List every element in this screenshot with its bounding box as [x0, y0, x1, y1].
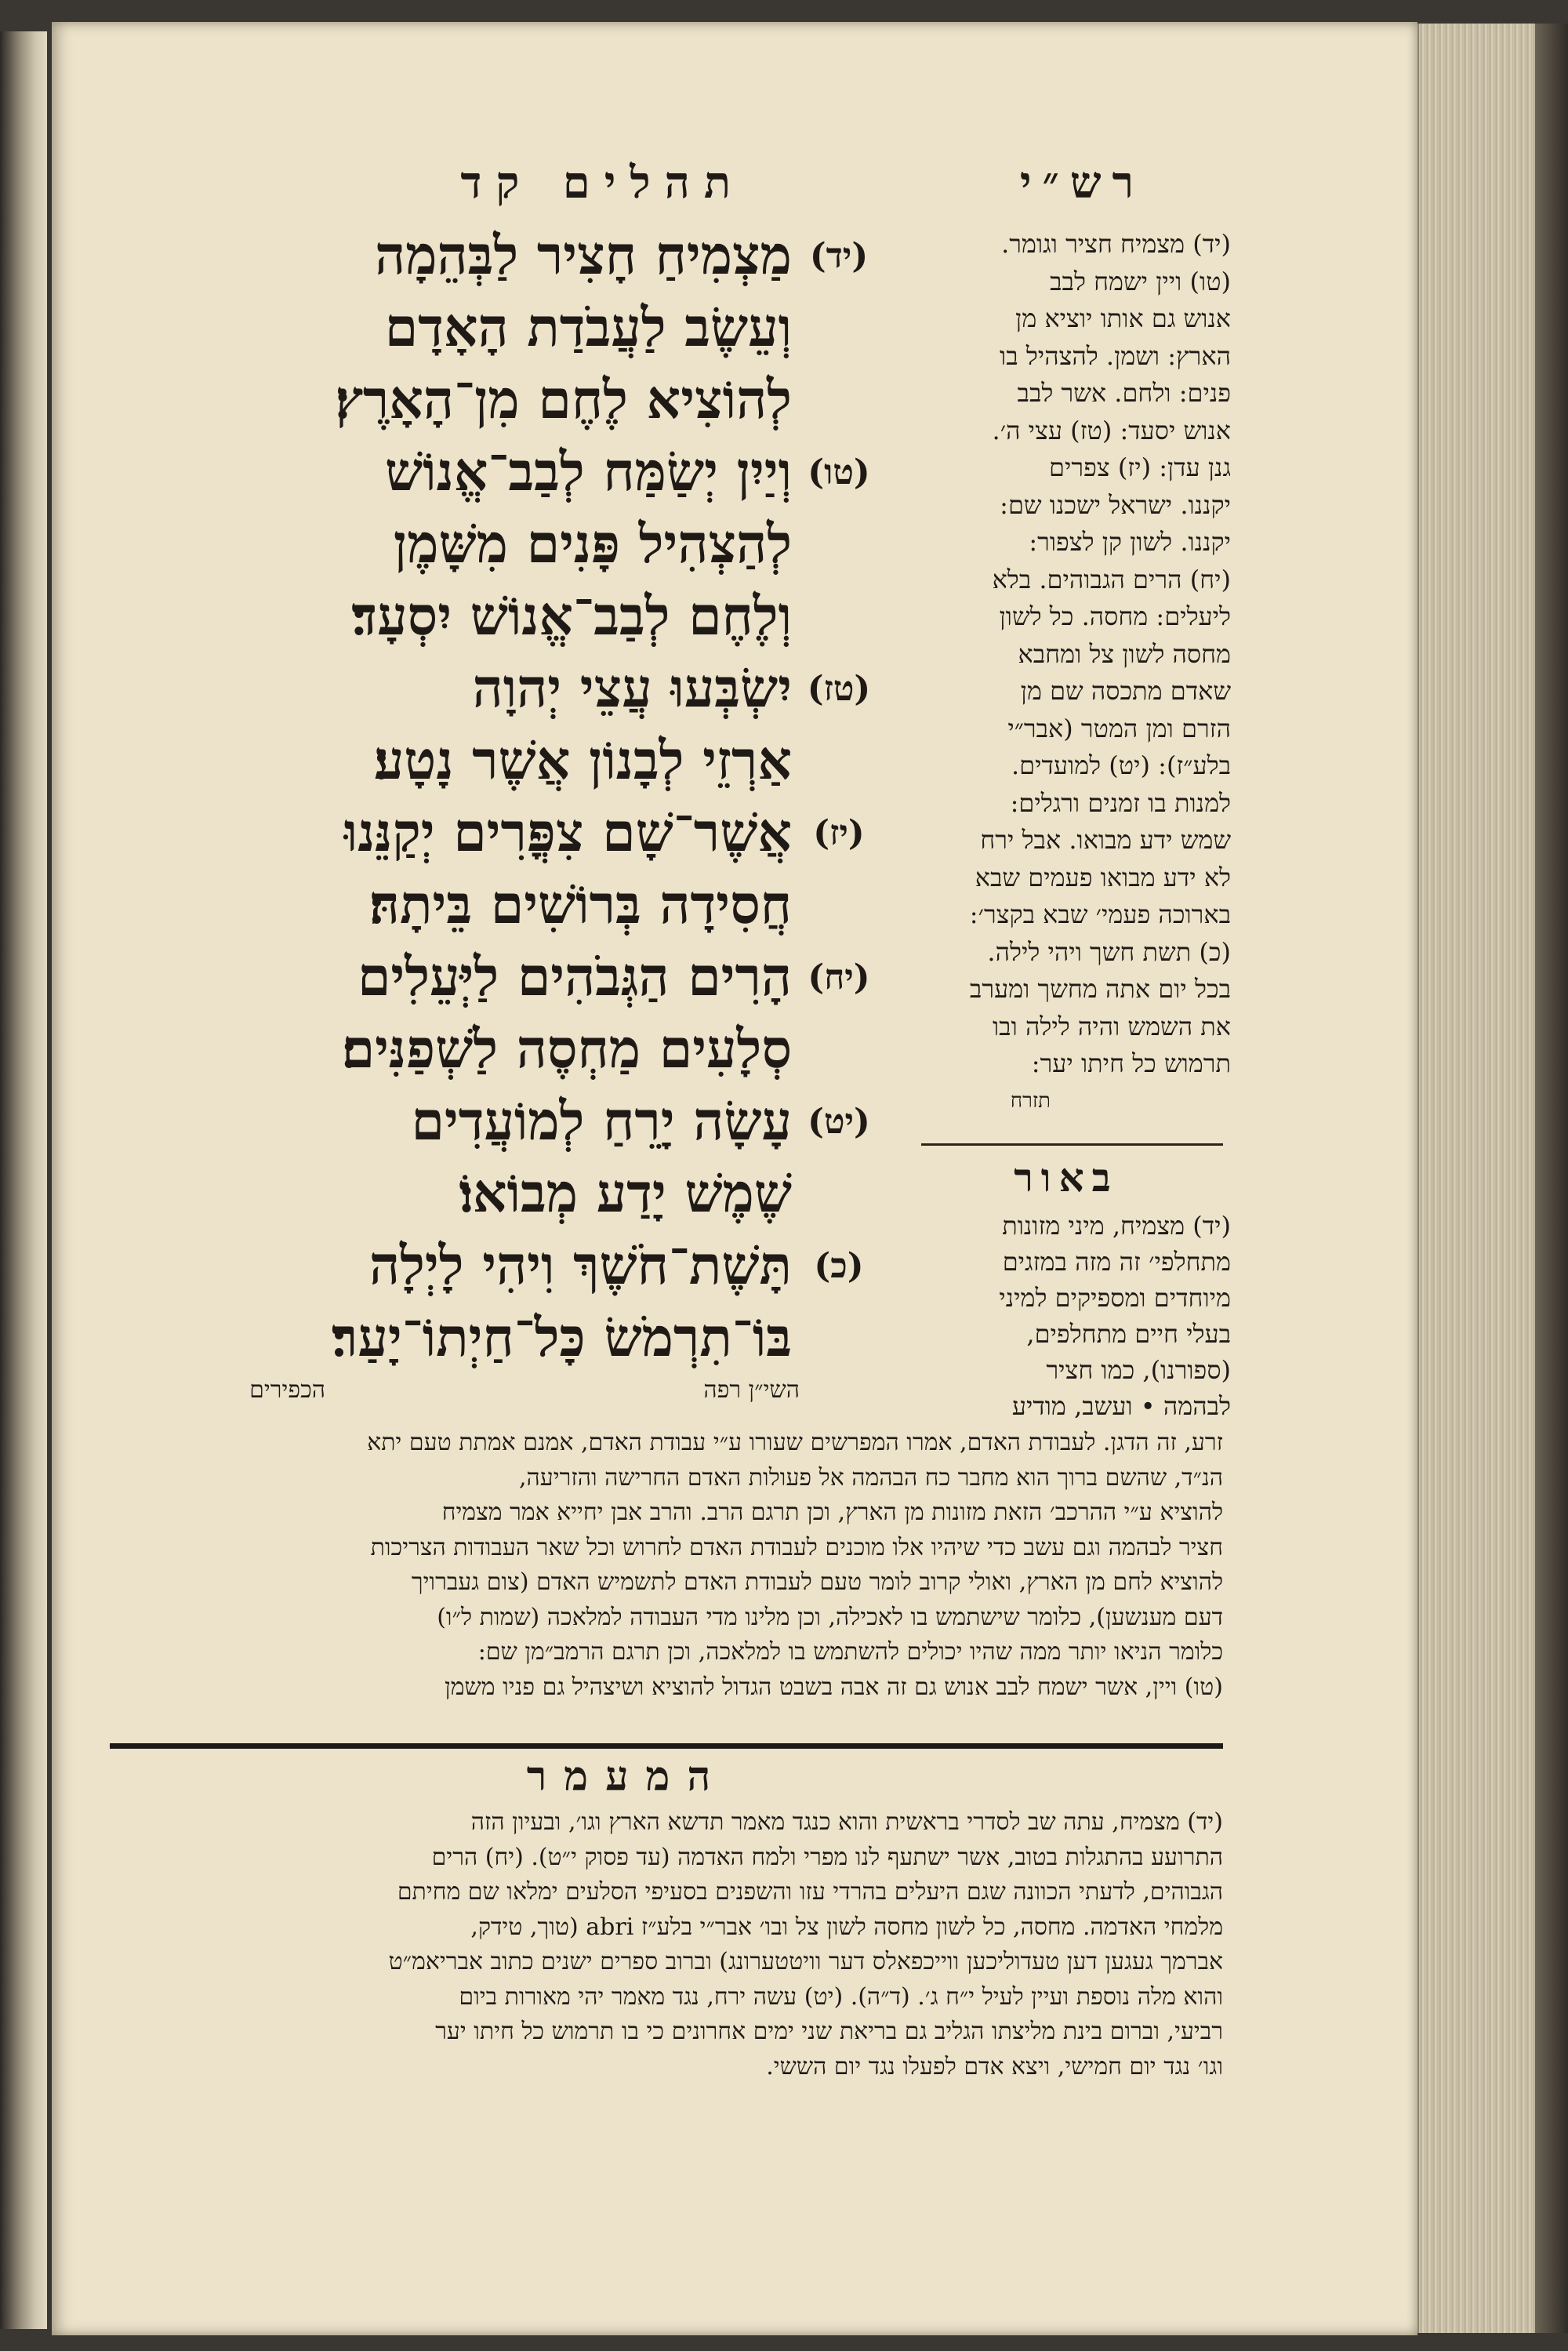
verse-text: עָשָׂה יָרֵחַ לְמוֹעֲדִים	[411, 1090, 792, 1153]
verse-number: (טז)	[807, 668, 871, 709]
biur-line: (יד) מצמיח, מיני מזונות	[1002, 1211, 1231, 1241]
rashi-line: אנוש גם אותו יוציא מן	[1015, 303, 1231, 333]
rashi-line: הארץ: ושמן. להצהיל בו	[1000, 340, 1231, 371]
verse-line	[149, 292, 886, 364]
verse-line	[149, 652, 886, 725]
rashi-line: את השמש והיה לילה ובו	[992, 1011, 1231, 1041]
maamar-line: (יד) מצמיח, עתה שב לסדרי בראשית והוא כנגד מאמר תדשא הארץ וגו׳, ובעיון הזה	[470, 1808, 1223, 1836]
book-shadow	[1535, 24, 1568, 2333]
verse-number: (טו)	[808, 452, 870, 492]
maamar-line: וגו׳ נגד יום חמישי, ויצא אדם לפעלו נגד יום הששי.	[766, 2052, 1223, 2080]
verse-line	[149, 869, 886, 941]
verse-number: (יט)	[808, 1101, 870, 1142]
verse-text: תָּשֶׁת־חֹשֶׁךְ וִיהִי לָיְלָה	[369, 1234, 792, 1297]
page-header-title: תהלים קד	[460, 157, 745, 209]
rashi-line: (טו) ויין ישמח לבב	[1050, 266, 1231, 296]
biur-side-column	[909, 1208, 1231, 1424]
rashi-line: הזרם ומן המטר (אבר״י	[1007, 713, 1231, 743]
verse-line	[149, 364, 886, 436]
verse-line	[149, 1302, 886, 1374]
rashi-line: (יח) הרים הגבוהים. בלא	[992, 564, 1231, 594]
rashi-line: שאדם מתכסה שם מן	[1020, 676, 1231, 706]
page-stack-edge	[1417, 24, 1537, 2333]
biur-line: (ספורנו), כמו חציר	[1046, 1355, 1231, 1385]
verse-text: שֶׁמֶשׁ יָדַע מְבוֹאוֹ׃	[459, 1162, 792, 1225]
biur-full-width	[110, 1426, 1223, 1705]
footer-catchword: הכפירים	[249, 1376, 325, 1404]
rashi-line: ליעלים: מחסה. כל לשון	[999, 601, 1231, 631]
verse-number: (יז)	[813, 812, 865, 853]
maamar-line: והוא מלה נוספת ועיין לעיל י״ח ג׳. (ד״ה). (יט) עשה ירח, נגד מאמר יהי מאורות ביום	[459, 1982, 1223, 2011]
left-page-edge	[0, 31, 47, 2329]
verse-block	[149, 220, 886, 1374]
biur-line: זרע, זה הדגן. לעבודת האדם, אמרו המפרשים שעורו ע״י עבודת האדם, אמנם אמתת טעם יתא	[367, 1429, 1223, 1456]
rashi-line: בלע״ז): (יט) למועדים.	[1011, 750, 1231, 780]
rashi-line: בארוכה פעמי׳ שבא בקצר׳:	[969, 899, 1231, 929]
verse-line	[149, 725, 886, 797]
rashi-line: יקננו. ישראל ישכנו שם:	[1000, 489, 1231, 520]
rashi-line: למנות בו זמנים ורגלים:	[1010, 787, 1231, 818]
rashi-line: מחסה לשון צל ומחבא	[1018, 638, 1231, 669]
biur-line: כלומר הניאו יותר ממה שהיו יכולים להשתמש בו למלאכה, וכן תרגם הרמב״מן שם:	[477, 1638, 1223, 1666]
verse-text: חֲסִידָה בְּרוֹשִׁים בֵּיתָהּ׃	[368, 874, 792, 936]
verse-number: (כ)	[814, 1245, 864, 1286]
rashi-line: (יד) מצמיח חציר וגומר.	[1001, 229, 1231, 259]
rashi-divider	[921, 1143, 1223, 1146]
rashi-line: גנן עדן: (יז) צפרים	[1049, 452, 1231, 482]
biur-line: להוציא לחם מן הארץ, ואולי קרוב לומר טעם לעבודת האדם לתשמיש האדם (צום געברויך	[411, 1568, 1223, 1596]
verse-line	[149, 580, 886, 652]
verse-line	[149, 797, 886, 869]
verse-text: אֲשֶׁר־שָׁם צִפֳּרִים יְקַנֵּנוּ	[343, 801, 792, 864]
verse-number: (יח)	[808, 957, 870, 997]
maamar-line: התרועע בהתגלות בטוב, אשר ישתעף לנו מפרי ולמח האדמה (עד פסוק י״ט). (יח) הרים	[431, 1843, 1223, 1871]
biur-line: חציר לבהמה וגם עשב כדי שיהיו אלו מוכנים לעבודת האדם לחרוש וכל שאר העבודות הצריכות	[370, 1533, 1223, 1561]
verse-number: (יד)	[809, 235, 869, 276]
maamar-line: מלמחי האדמה. מחסה, כל לשון מחסה לשון צל ובו׳ אבר״י בלע״ז abri (טוך, טידק,	[470, 1913, 1223, 1941]
rashi-line: (כ) תשת חשך ויהי לילה.	[987, 936, 1231, 967]
biur-line: מיוחדים ומספיקים למיני	[999, 1283, 1231, 1313]
verse-text: וְלֶחֶם לְבַב־אֱנוֹשׁ יִסְעָד׃	[351, 585, 792, 648]
verse-text: הָרִים הַגְּבֹהִים לַיְּעֵלִים	[357, 946, 792, 1008]
rashi-line: תרמוש כל חיתו יער:	[1031, 1048, 1231, 1078]
biur-line: דעם מענשען), כלומר שישתמש בו לאכילה, וכן מלינו מדי העבודה למלאכה (שמות ל״ו)	[437, 1603, 1223, 1631]
verse-text: סְלָעִים מַחְסֶה לַשְׁפַנִּים׃	[341, 1018, 792, 1081]
rashi-commentary	[909, 226, 1231, 1120]
rashi-catchword: תזרח	[1010, 1088, 1051, 1113]
maamar-line: הגבוהים, לדעתי הכוונה שגם היעלים בהרדי עזו והשפנים בסעיפי הסלעים ימלאו שם מחיתם	[397, 1878, 1223, 1906]
biur-line: (טו) ויין, אשר ישמח לבב אנוש גם זה אבה בשבט הגדול להוציא ושיצהיל גם פניו משמן	[445, 1673, 1223, 1701]
rashi-line: שמש ידע מבואו. אבל ירח	[980, 825, 1231, 855]
maamar-line: רביעי, וברום בינת מליצתו הגליב גם בריאת שני ימים אחרונים כי בו תרמוש כל חיתו יער	[435, 2018, 1223, 2045]
verse-line	[149, 508, 886, 580]
biur-line: מתחלפי׳ זה מזה במזגים	[1002, 1247, 1231, 1277]
verse-line	[149, 1230, 886, 1302]
verse-line	[149, 1013, 886, 1085]
rashi-line: בכל יום אתה מחשך ומערב	[969, 974, 1231, 1004]
verse-line	[149, 436, 886, 508]
maamar-line: אברמך געגען דען טעדוליכען ווייכפאלס דער וויטטערונג) וברוב ספרים ישנים כתוב אבריאמ״ט	[388, 1948, 1223, 1975]
verse-text: וְיַיִן יְשַׂמַּח לְבַב־אֱנוֹשׁ	[385, 441, 792, 503]
footer-note: השי״ן רפה	[703, 1376, 800, 1404]
biur-line: לבהמה • ועשב, מודיע	[1011, 1391, 1231, 1421]
verse-text: וְעֵשֶׂב לַעֲבֹדַת הָאָדָם	[384, 296, 792, 359]
verse-line	[149, 220, 886, 292]
rashi-line: יקננו. לשון קן לצפור:	[1029, 527, 1231, 557]
verse-text: מַצְמִיחַ חָצִיר לַבְּהֵמָה	[375, 224, 792, 287]
biur-line: להוציא ע״י ההרכב׳ הזאת מזונות מן הארץ, וכן תרגם הרב. והרב אבן יחייא אמר מצמיח	[441, 1499, 1223, 1526]
verse-text: לְהוֹצִיא לֶחֶם מִן־הָאָרֶץ׃	[335, 369, 792, 431]
biur-line: בעלי חיים מתחלפים,	[1026, 1319, 1231, 1349]
verse-text: אַרְזֵי לְבָנוֹן אֲשֶׁר נָטָע׃	[373, 729, 792, 792]
biur-heading: באור	[1014, 1154, 1119, 1201]
verse-line	[149, 1157, 886, 1230]
rashi-line: אנוש יסעד: (טז) עצי ה׳.	[992, 415, 1231, 445]
rashi-header: רש״י	[1019, 157, 1145, 209]
verse-text: בּוֹ־תִרְמֹשׂ כָּל־חַיְתוֹ־יָעַר׃	[332, 1306, 792, 1369]
verse-text: לְהַצְהִיל פָּנִים מִשָּׁמֶן	[393, 513, 792, 576]
biur-line: הנ״ד, שהשם ברוך הוא מחבר כח הבהמה אל פעולות האדם החרישה והזריעה,	[518, 1463, 1223, 1492]
rashi-line: פנים: ולחם. אשר לבב	[1017, 378, 1231, 408]
maamar-commentary	[110, 1805, 1223, 2084]
verse-text: יִשְׂבְּעוּ עֲצֵי יְהוָה	[472, 657, 792, 720]
verse-line	[149, 941, 886, 1013]
rashi-line: לא ידע מבואו פעמים שבא	[975, 862, 1231, 892]
verse-line	[149, 1085, 886, 1157]
maamar-heading: המעמר	[526, 1753, 728, 1800]
section-divider	[110, 1743, 1223, 1749]
